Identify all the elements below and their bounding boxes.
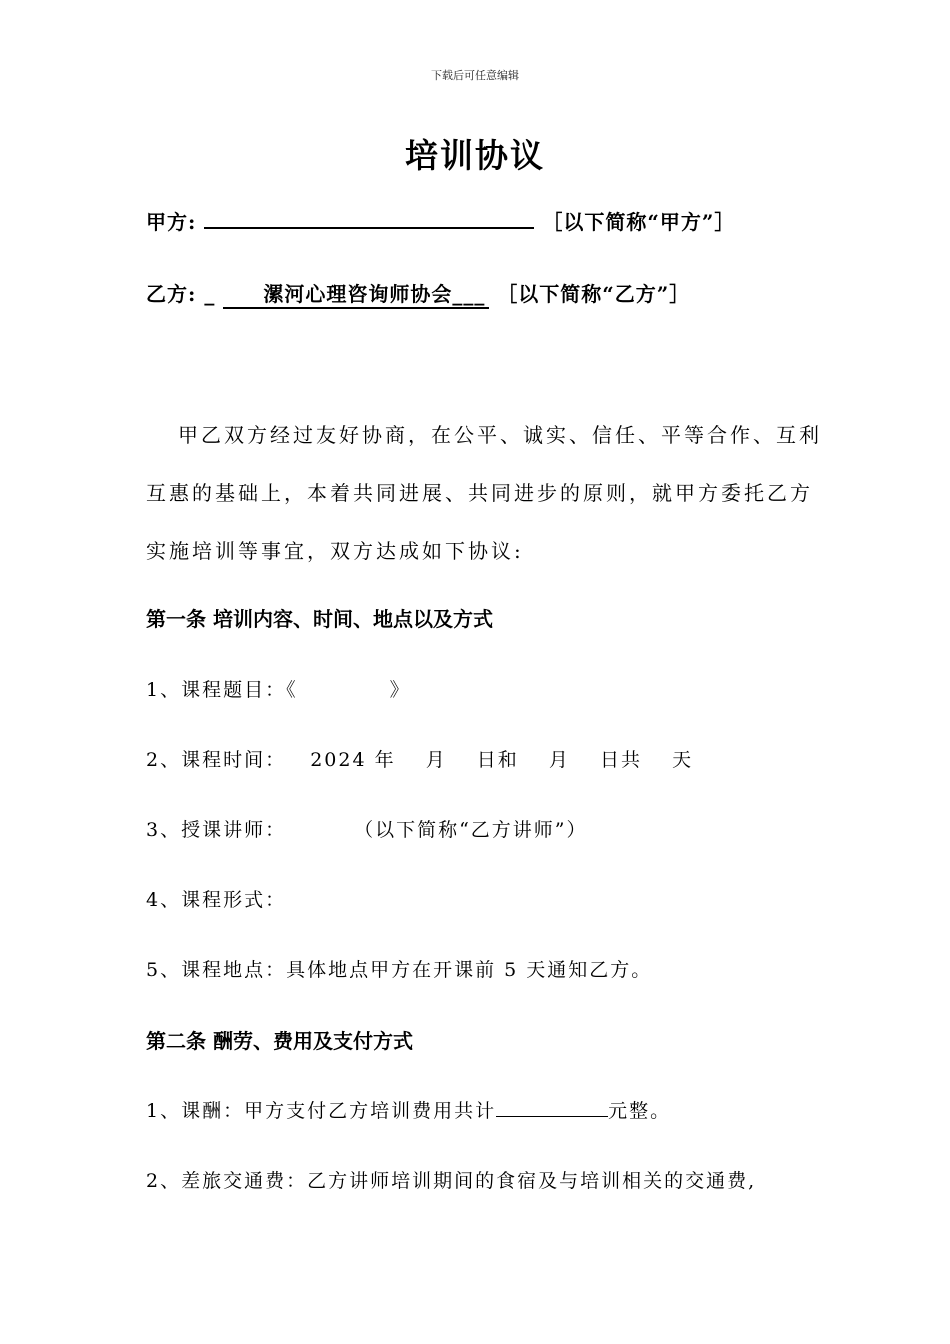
course-time-year: 2024 年 bbox=[310, 749, 396, 771]
section-1-item-5: 5、课程地点：具体地点甲方在开课前 5 天通知乙方。 bbox=[146, 959, 653, 981]
intro-line-3: 实施培训等事宜，双方达成如下协议: bbox=[146, 539, 524, 563]
course-time-label: 2、课程时间： bbox=[146, 749, 287, 771]
course-title-label: 1、课程题目：《 bbox=[146, 679, 298, 701]
intro-line-1: 甲乙双方经过友好协商，在公平、诚实、信任、平等合作、互利 bbox=[178, 423, 822, 447]
instructor-label: 3、授课讲师： bbox=[146, 819, 287, 841]
section-1-heading: 第一条 培训内容、时间、地点以及方式 bbox=[146, 607, 493, 631]
course-time-month-1: 月 bbox=[425, 749, 447, 771]
party-a-label: 甲方: bbox=[146, 210, 197, 234]
party-b-line bbox=[146, 278, 690, 309]
intro-line-2: 互惠的基础上，本着共同进展、共同进步的原则，就甲方委托乙方 bbox=[146, 481, 813, 505]
party-b-name: 漯河心理咨询师协会___ bbox=[223, 278, 489, 309]
course-time-day-2: 日共 bbox=[600, 749, 643, 771]
course-time-days: 天 bbox=[672, 749, 694, 771]
section-1-item-2 bbox=[146, 745, 693, 772]
section-1-item-4: 4、课程形式： bbox=[146, 889, 287, 911]
fee-suffix: 元整。 bbox=[608, 1100, 672, 1122]
party-b-suffix: ［以下简称“乙方”］ bbox=[497, 282, 691, 306]
course-time-day-1: 日和 bbox=[476, 749, 519, 771]
fee-label: 1、课酬：甲方支付乙方培训费用共计 bbox=[146, 1100, 497, 1122]
section-2-heading: 第二条 酬劳、费用及支付方式 bbox=[146, 1029, 413, 1053]
page-header-note: 下载后可任意编辑 bbox=[431, 69, 519, 82]
party-a-suffix: ［以下简称“甲方”］ bbox=[542, 210, 736, 234]
section-1-item-3 bbox=[146, 815, 588, 842]
section-1-item-1 bbox=[146, 675, 411, 702]
party-b-label: 乙方: bbox=[146, 282, 197, 306]
fee-blank bbox=[496, 1098, 608, 1117]
course-title-close: 》 bbox=[389, 679, 411, 701]
instructor-note: （以下简称“乙方讲师”） bbox=[354, 819, 588, 841]
section-2-item-1 bbox=[146, 1096, 671, 1123]
party-a-line bbox=[146, 206, 735, 235]
section-2-item-2: 2、差旅交通费：乙方讲师培训期间的食宿及与培训相关的交通费, bbox=[146, 1170, 757, 1192]
party-b-prefix: _ bbox=[204, 282, 216, 306]
document-title: 培训协议 bbox=[405, 136, 545, 175]
party-a-blank bbox=[204, 207, 534, 229]
course-time-month-2: 月 bbox=[548, 749, 570, 771]
